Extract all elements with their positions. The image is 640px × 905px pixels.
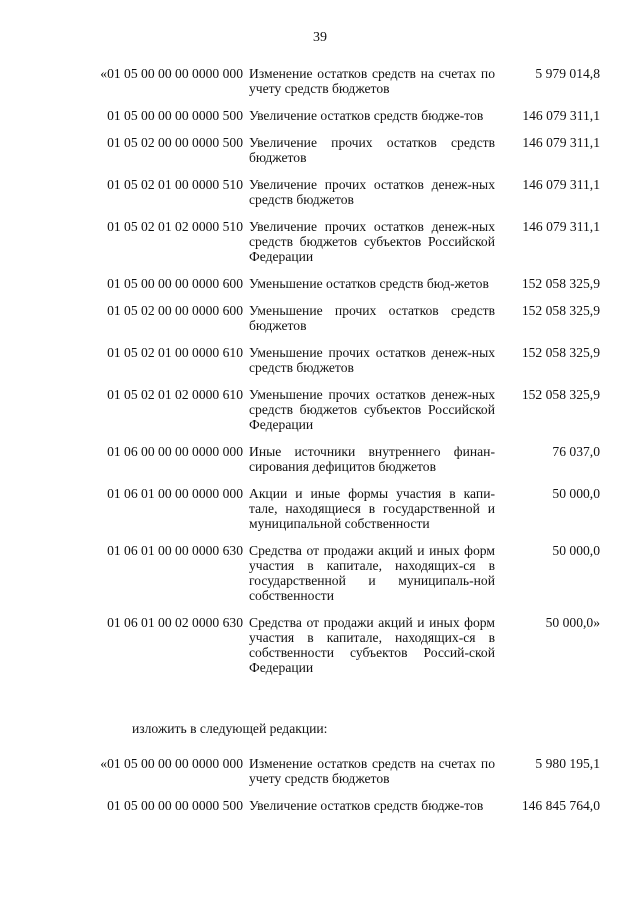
row-amount: 146 079 311,1 — [522, 177, 600, 192]
budget-code: 01 06 01 00 02 0000 630 — [107, 615, 243, 630]
row-description: Уменьшение прочих остатков денеж-ных средств бюджетов субъектов Российской Федерации — [249, 387, 495, 432]
budget-code: 01 05 00 00 00 0000 600 — [107, 276, 243, 291]
budget-code: 01 05 00 00 00 0000 500 — [107, 108, 243, 123]
row-amount: 146 079 311,1 — [522, 219, 600, 234]
table-row — [60, 219, 600, 264]
row-amount: 152 058 325,9 — [521, 303, 600, 318]
budget-code: 01 05 02 00 00 0000 600 — [107, 303, 243, 318]
row-description: Уменьшение прочих остатков средств бюджетов — [249, 303, 495, 333]
row-description: Увеличение остатков средств бюдже-тов — [249, 798, 484, 813]
table-row — [60, 543, 600, 603]
row-description: Средства от продажи акций и иных форм участия в капитале, находящих-ся в собственности субъектов Россий-ской Федерации — [249, 615, 495, 675]
row-amount: 152 058 325,9 — [521, 387, 600, 402]
table-row — [60, 108, 600, 123]
budget-code: 01 06 01 00 00 0000 000 — [107, 486, 243, 501]
table-row — [60, 756, 600, 786]
row-description: Увеличение прочих остатков средств бюджетов — [249, 135, 495, 165]
row-amount: 50 000,0 — [552, 486, 600, 501]
row-amount: 5 980 195,1 — [535, 756, 600, 771]
budget-code: 01 05 02 01 00 0000 610 — [107, 345, 243, 360]
row-amount: 152 058 325,9 — [521, 345, 600, 360]
budget-code: 01 05 02 01 00 0000 510 — [107, 177, 243, 192]
budget-code: 01 05 02 01 02 0000 610 — [107, 387, 243, 402]
row-description: Увеличение прочих остатков денеж-ных средств бюджетов субъектов Российской Федерации — [249, 219, 495, 264]
row-amount: 5 979 014,8 — [535, 66, 600, 81]
table-row — [60, 276, 600, 291]
budget-code: «01 05 00 00 00 0000 000 — [100, 756, 243, 771]
row-description: Увеличение остатков средств бюдже-тов — [249, 108, 484, 123]
table-row — [60, 66, 600, 96]
row-description: Изменение остатков средств на счетах по учету средств бюджетов — [249, 756, 495, 786]
table-row — [60, 798, 600, 813]
row-description: Средства от продажи акций и иных форм участия в капитале, находящих-ся в государственной и муниципаль-ной собственности — [249, 543, 495, 603]
sources-table-new — [60, 756, 600, 825]
row-description: Увеличение прочих остатков денеж-ных средств бюджетов — [249, 177, 495, 207]
row-amount: 50 000,0 — [552, 543, 600, 558]
sources-table-old — [60, 66, 600, 687]
row-amount: 146 079 311,1 — [522, 135, 600, 150]
row-amount: 146 079 311,1 — [522, 108, 600, 123]
budget-code: 01 05 00 00 00 0000 500 — [107, 798, 243, 813]
table-row — [60, 486, 600, 531]
table-row — [60, 345, 600, 375]
page-number: 39 — [313, 30, 327, 45]
row-amount: 76 037,0 — [552, 444, 600, 459]
table-row — [60, 135, 600, 165]
budget-code: 01 05 02 01 02 0000 510 — [107, 219, 243, 234]
budget-code: «01 05 00 00 00 0000 000 — [100, 66, 243, 81]
budget-code: 01 05 02 00 00 0000 500 — [107, 135, 243, 150]
table-row — [60, 387, 600, 432]
amendment-instruction: изложить в следующей редакции: — [132, 721, 328, 736]
row-description: Акции и иные формы участия в капи-тале, находящиеся в государственной и муниципальной собственности — [249, 486, 495, 531]
row-description: Иные источники внутреннего финан-сирования дефицитов бюджетов — [249, 444, 495, 474]
row-amount: 50 000,0» — [545, 615, 600, 630]
row-description: Уменьшение остатков средств бюд-жетов — [249, 276, 489, 291]
budget-code: 01 06 01 00 00 0000 630 — [107, 543, 243, 558]
table-row — [60, 303, 600, 333]
table-row — [60, 444, 600, 474]
table-row — [60, 615, 600, 675]
row-description: Изменение остатков средств на счетах по учету средств бюджетов — [249, 66, 495, 96]
budget-code: 01 06 00 00 00 0000 000 — [107, 444, 243, 459]
row-description: Уменьшение прочих остатков денеж-ных средств бюджетов — [249, 345, 495, 375]
row-amount: 152 058 325,9 — [521, 276, 600, 291]
row-amount: 146 845 764,0 — [521, 798, 600, 813]
table-row — [60, 177, 600, 207]
